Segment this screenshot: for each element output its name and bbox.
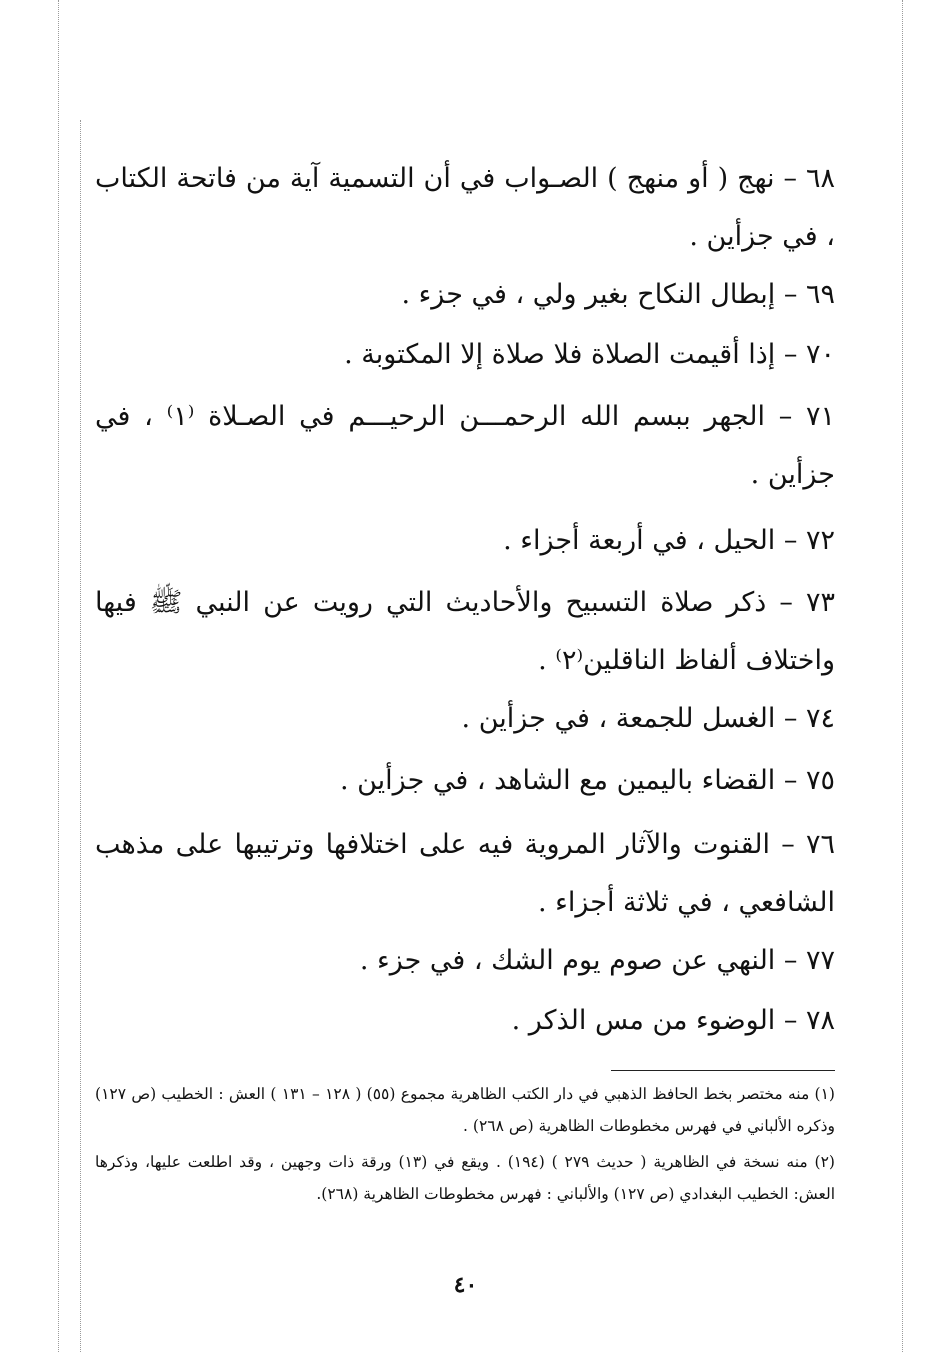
- scan-dotted-line-right: [902, 0, 903, 1352]
- scan-dotted-line-left-inner: [80, 120, 81, 1352]
- entry-77: ٧٧ – النهي عن صوم يوم الشك ، في جزء .: [359, 945, 835, 976]
- scan-dotted-line-left: [58, 0, 59, 1352]
- entry-75: ٧٥ – القضاء باليمين مع الشاهد ، في جزأين .: [339, 765, 835, 796]
- entry-76: ٧٦ – القنوت والآثار المروية فيه على اختلافها وترتيبها على مذهب الشافعي ، في ثلاثة أجزاء .: [95, 829, 835, 918]
- entry-68: ٦٨ – نهج ( أو منهج ) الصـواب في أن التسمية آية من فاتحة الكتاب ، في جزأين .: [95, 163, 835, 252]
- footnote-2: (٢) منه نسخة في الظاهرية ( حديث ٢٧٩ ) (١٩٤) . ويقع في (١٣) ورقة ذات وجهين ، وقد اطلعت عليها، وذكرها العش: الخطيب البغدادي (ص ١٢٧) والألباني : فهرس مخطوطات الظاهرية (٢٦٨).: [95, 1153, 835, 1203]
- footnote-1: (١) منه مختصر بخط الحافظ الذهبي في دار الكتب الظاهرية مجموع (٥٥) ( ١٢٨ – ١٣١ ) العش : الخطيب (ص ١٢٧) وذكره الألباني في فهرس مخطوطات الظاهرية (ص ٢٦٨) .: [95, 1085, 835, 1135]
- entry-71: ٧١ – الجهر ببسم الله الرحمـــن الرحيـــم في الصـلاة ⁽١⁾ ، في جزأين .: [95, 401, 835, 490]
- entry-74: ٧٤ – الغسل للجمعة ، في جزأين .: [461, 703, 835, 734]
- entry-72: ٧٢ – الحيل ، في أربعة أجزاء .: [503, 525, 835, 556]
- entry-69: ٦٩ – إبطال النكاح بغير ولي ، في جزء .: [401, 279, 835, 310]
- entry-70: ٧٠ – إذا أقيمت الصلاة فلا صلاة إلا المكتوبة .: [344, 339, 835, 370]
- page-number: ٤٠: [453, 1272, 478, 1298]
- footnote-separator: [611, 1070, 835, 1071]
- entry-78: ٧٨ – الوضوء من مس الذكر .: [511, 1005, 835, 1036]
- entry-73: ٧٣ – ذكر صلاة التسبيح والأحاديث التي رويت عن النبي ﷺ فيها واختلاف ألفاظ الناقلين⁽٢⁾ .: [95, 587, 835, 676]
